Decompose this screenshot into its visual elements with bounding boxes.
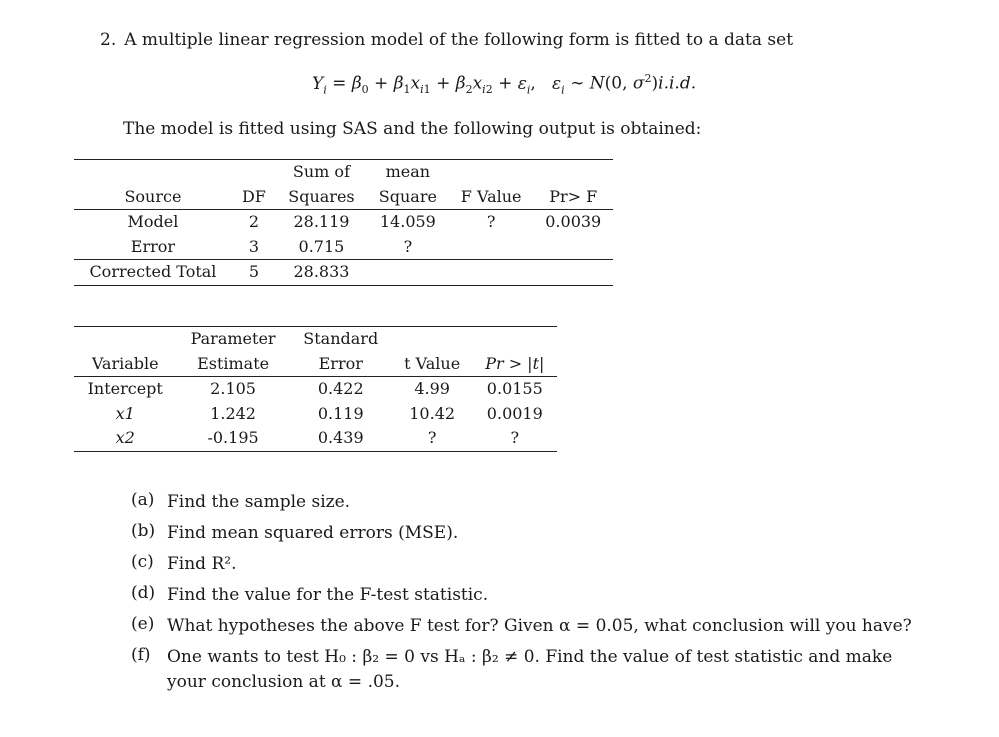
question-c: (c) Find R². — [131, 552, 237, 574]
problem-number: 2. — [100, 30, 117, 50]
problem-text: A multiple linear regression model of the following form is fitted to a data set — [124, 30, 794, 50]
anova-header-sum-of: Sum of — [276, 160, 367, 185]
param-header-error: Error — [318, 353, 363, 373]
anova-header-squares: Squares — [288, 186, 355, 206]
question-e: (e) What hypotheses the above F test for? Given α = 0.05, what conclusion will you have? — [131, 614, 912, 636]
anova-row-model: Model 2 28.119 14.059 ? 0.0039 — [74, 210, 613, 235]
anova-header-mean: mean — [367, 160, 449, 185]
param-row-intercept: Intercept 2.105 0.422 4.99 0.0155 — [74, 377, 557, 402]
question-b: (b) Find mean squared errors (MSE). — [131, 521, 459, 543]
question-a: (a) Find the sample size. — [131, 490, 351, 512]
param-header-row-1 — [74, 327, 557, 352]
anova-row-total: Corrected Total 5 28.833 — [74, 260, 613, 286]
param-header-prt: Pr > |t| — [485, 353, 545, 373]
question-list — [131, 490, 919, 692]
anova-header-prf: Pr> F — [549, 186, 598, 206]
param-row-x2: x2 -0.195 0.439 ? ? — [74, 426, 557, 451]
anova-header-source: Source — [124, 186, 182, 206]
parameter-table — [74, 326, 557, 452]
anova-header-square: Square — [378, 186, 437, 206]
anova-header-row-1 — [74, 160, 613, 185]
anova-table — [74, 159, 613, 286]
anova-header-row-2 — [74, 185, 613, 210]
anova-header-fvalue: F Value — [460, 186, 522, 206]
param-header-parameter: Parameter — [176, 327, 289, 352]
anova-row-error: Error 3 0.715 ? — [130, 236, 413, 256]
model-equation: $Y_i = \beta_0 + \beta_1x_{i1} + \beta_2x_{i2} + \varepsilon_i$, $\varepsilon_i$ ∼ N(0, $\sigma^2)i.i.d$. — [312, 72, 697, 97]
question-d: (d) Find the value for the F-test statistic. — [131, 583, 489, 605]
problem-statement — [100, 30, 793, 50]
param-header-tvalue: t Value — [404, 353, 461, 373]
anova-header-df: DF — [241, 186, 266, 206]
param-header-standard: Standard — [290, 327, 392, 352]
param-header-estimate: Estimate — [197, 353, 270, 373]
param-header-row-2 — [74, 352, 557, 377]
param-row-x1: x1 1.242 0.119 10.42 0.0019 — [115, 403, 543, 423]
question-f: (f) One wants to test H₀ : β₂ = 0 vs Hₐ : β₂ ≠ 0. Find the value of test statistic and make your conclusion at α = .05. — [131, 645, 893, 692]
param-header-variable: Variable — [91, 353, 159, 373]
intro-text: The model is fitted using SAS and the following output is obtained: — [123, 119, 702, 139]
